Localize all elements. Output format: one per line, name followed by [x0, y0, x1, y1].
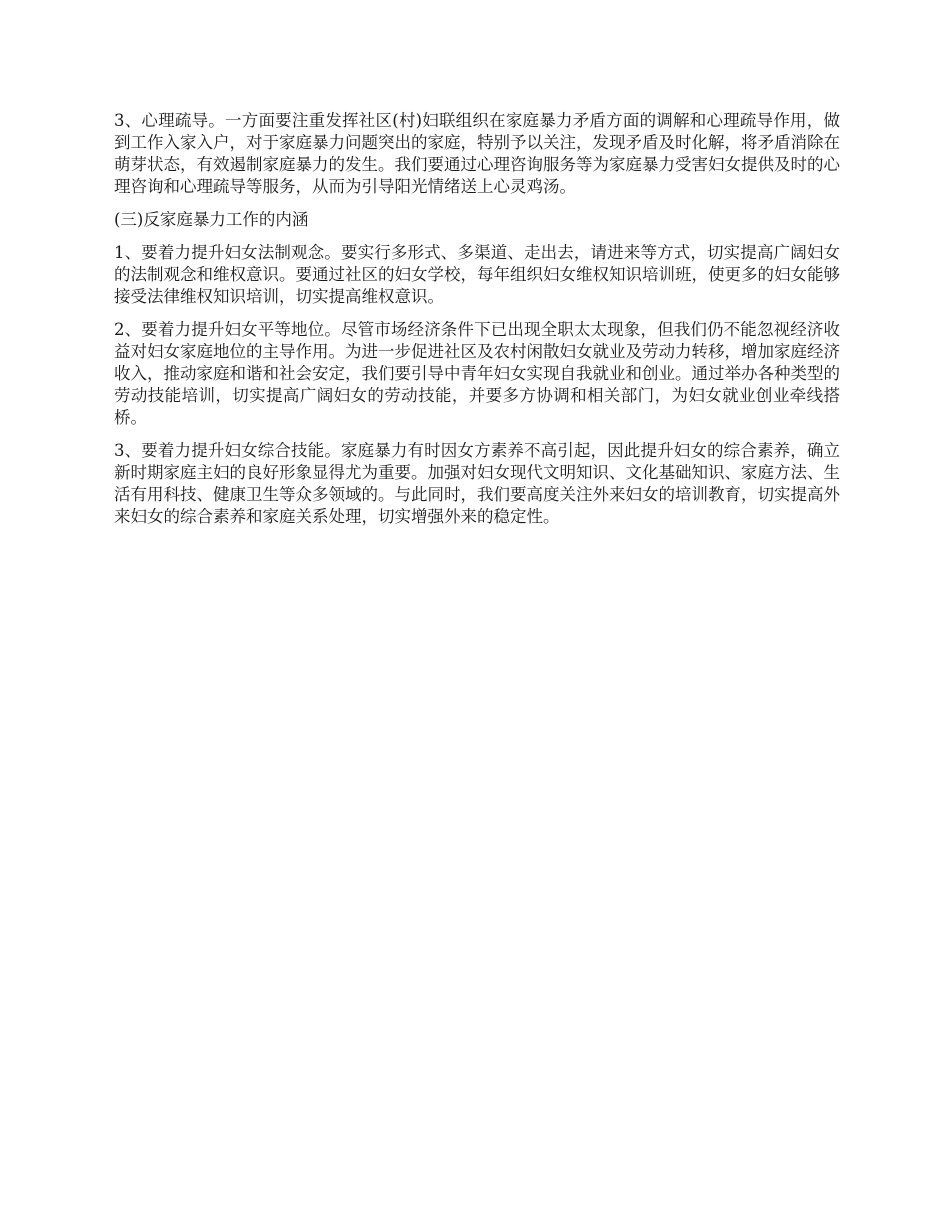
paragraph-equal-status: 2、要着力提升妇女平等地位。尽管市场经济条件下已出现全职太太现象，但我们仍不能忽视经济收益对妇女家庭地位的主导作用。为进一步促进社区及农村闲散妇女就业及劳动力转移，增加家庭经济收入，推动家庭和谐和社会安定，我们要引导中青年妇女实现自我就业和创业。通过举办各种类型的劳动技能培训，切实提高广阔妇女的劳动技能，并要多方协调和相关部门，为妇女就业创业牵线搭桥。 [114, 320, 840, 427]
document-body [114, 110, 840, 539]
section-heading: (三)反家庭暴力工作的内涵 [114, 210, 309, 229]
paragraph-comprehensive-skills: 3、要着力提升妇女综合技能。家庭暴力有时因女方素养不高引起，因此提升妇女的综合素养，确立新时期家庭主妇的良好形象显得尤为重要。加强对妇女现代文明知识、文化基础知识、家庭方法、生活有用科技、健康卫生等众多领域的。与此同时，我们要高度关注外来妇女的培训教育，切实提高外来妇女的综合素养和家庭关系处理，切实增强外来的稳定性。 [114, 441, 840, 526]
paragraph-legal-awareness: 1、要着力提升妇女法制观念。要实行多形式、多渠道、走出去，请进来等方式，切实提高广阔妇女的法制观念和维权意识。要通过社区的妇女学校，每年组织妇女维权知识培训班，使更多的妇女能够接受法律维权知识培训，切实提高维权意识。 [114, 243, 840, 306]
paragraph-psychological-guidance: 3、心理疏导。一方面要注重发挥社区(村)妇联组织在家庭暴力矛盾方面的调解和心理疏导作用，做到工作入家入户，对于家庭暴力问题突出的家庭，特别予以关注，发现矛盾及时化解，将矛盾消除在萌芽状态，有效遏制家庭暴力的发生。我们要通过心理咨询服务等为家庭暴力受害妇女提供及时的心理咨询和心理疏导等服务，从而为引导阳光情绪送上心灵鸡汤。 [114, 111, 840, 196]
